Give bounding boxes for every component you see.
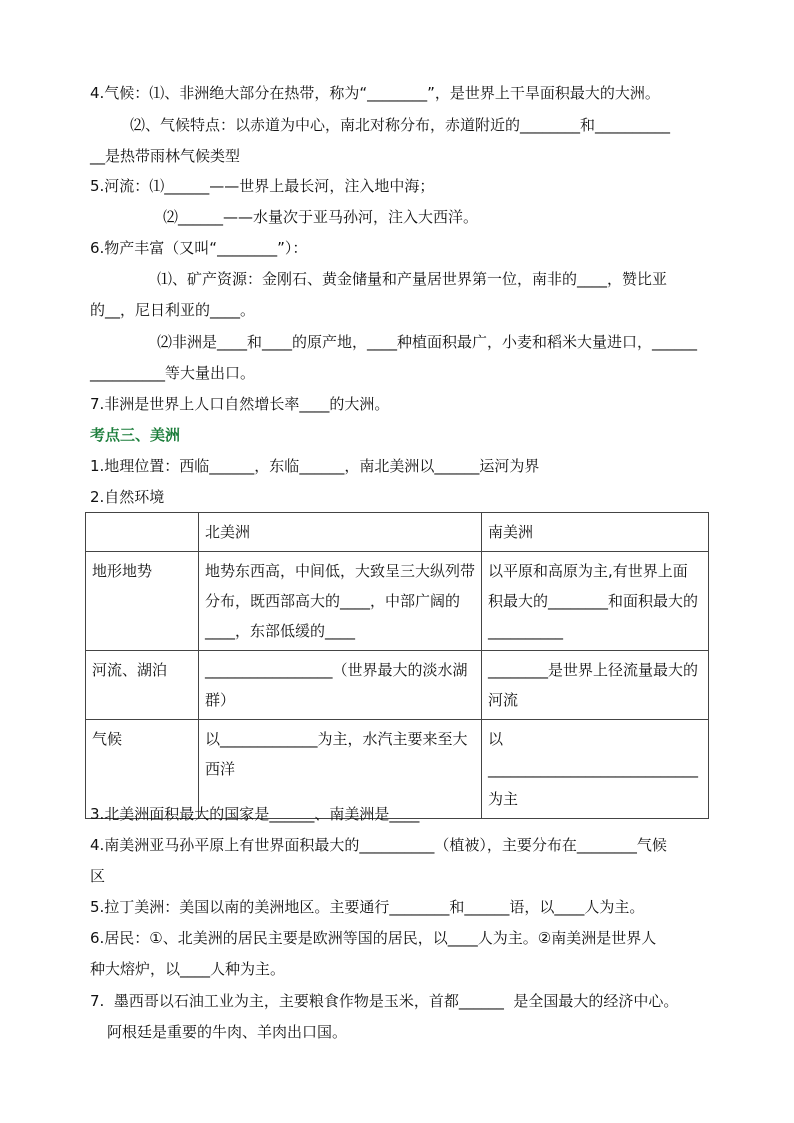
line-climate-1: 4.气候：⑴、非洲绝大部分在热带，称为“________”，是世界上干旱面积最大的大洲。	[90, 84, 660, 102]
table-cell-north: 以_____________为主，水汽主要来至大西洋	[199, 720, 482, 819]
table-cell-north: _________________（世界最大的淡水湖群）	[199, 651, 482, 720]
table-cell-south: 以____________________________为主	[482, 720, 709, 819]
line-mexico-a: 7. 墨西哥以石油工业为主，主要粮食作物是玉米，首都______ 是全国最大的经济中心。	[90, 992, 679, 1010]
line-amazon-b: 区	[90, 867, 106, 885]
line-residents-a: 6.居民：①、北美洲的居民主要是欧洲等国的居民，以____人为主。②南美洲是世界人	[90, 929, 657, 947]
line-location: 1.地理位置：西临______，东临______，南北美洲以______运河为界	[90, 457, 540, 475]
table-header-cell	[86, 513, 199, 552]
section-title: 考点三、美洲	[90, 426, 181, 444]
table-header-cell: 北美洲	[199, 513, 482, 552]
table-header-row	[86, 513, 709, 552]
line-river-2: ⑵______——水量次于亚马孙河，注入大西洋。	[163, 208, 479, 226]
line-climate-2b: __是热带雨林气候类型	[90, 147, 241, 165]
table-row	[86, 552, 709, 651]
table-cell-south: ________是世界上径流量最大的河流	[482, 651, 709, 720]
line-env: 2.自然环境	[90, 488, 165, 506]
table-cell-south: 以平原和高原为主,有世界上面积最大的________和面积最大的__________	[482, 552, 709, 651]
line-largest-country: 3.北美洲面积最大的国家是______、南美洲是____	[90, 805, 420, 823]
table-row	[86, 651, 709, 720]
line-climate-2a: ⑵、气候特点：以赤道为中心，南北对称分布，赤道附近的________和__________	[130, 116, 671, 134]
line-latin: 5.拉丁美洲：美国以南的美洲地区。主要通行________和______语，以____人为主。	[90, 898, 645, 916]
line-mexico-b: 阿根廷是重要的牛肉、羊肉出口国。	[107, 1023, 348, 1041]
line-origin-b: __________等大量出口。	[90, 364, 256, 382]
line-population: 7.非洲是世界上人口自然增长率____的大洲。	[90, 395, 390, 413]
line-residents-b: 种大熔炉，以____人种为主。	[90, 960, 286, 978]
table-row-label: 地形地势	[86, 552, 199, 651]
line-products: 6.物产丰富（又叫“________”）：	[90, 239, 308, 257]
line-amazon-a: 4.南美洲亚马孙平原上有世界面积最大的__________（植被），主要分布在________气候	[90, 836, 667, 854]
table-cell-north: 地势东西高，中间低，大致呈三大纵列带分布，既西部高大的____，中部广阔的____，东部低缓的____	[199, 552, 482, 651]
natural-environment-table	[85, 512, 709, 819]
table-row-label: 河流、湖泊	[86, 651, 199, 720]
table-row-label: 气候	[86, 720, 199, 819]
line-mineral-a: ⑴、矿产资源：金刚石、黄金储量和产量居世界第一位，南非的____，赞比亚	[157, 270, 668, 288]
line-mineral-b: 的__，尼日利亚的____。	[90, 301, 256, 319]
line-river-1: 5.河流：⑴______——世界上最长河，注入地中海；	[90, 177, 435, 195]
line-origin-a: ⑵非洲是____和____的原产地，____种植面积最广，小麦和稻米大量进口，______	[157, 333, 698, 351]
table-header-cell: 南美洲	[482, 513, 709, 552]
